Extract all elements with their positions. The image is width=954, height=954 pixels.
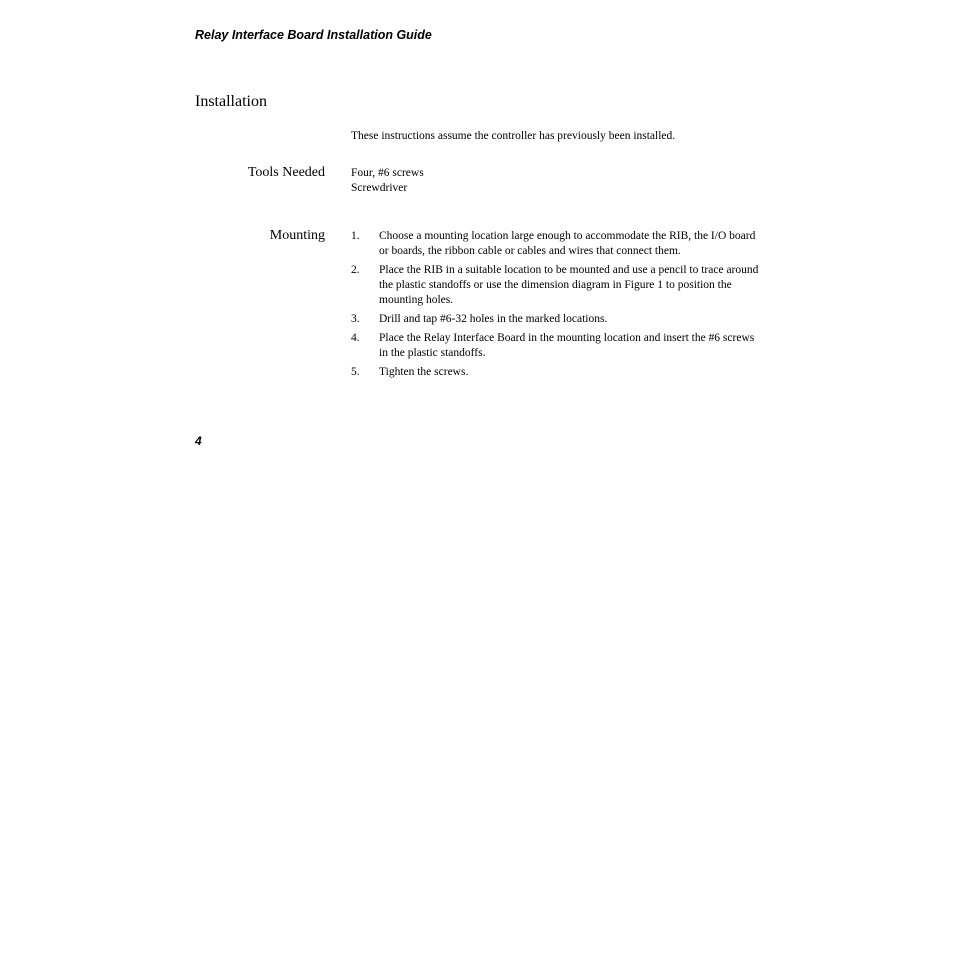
- mounting-step: [351, 365, 761, 380]
- step-number: 3.: [351, 313, 360, 325]
- tool-item: Four, #6 screws: [351, 167, 424, 179]
- step-text: Choose a mounting location large enough to accommodate the RIB, the I/O board or boards, the ribbon cable or cables and wires that connect them.: [379, 230, 756, 257]
- step-text: Place the Relay Interface Board in the mounting location and insert the #6 screws in the plastic standoffs.: [379, 332, 755, 359]
- step-text: Drill and tap #6-32 holes in the marked locations.: [379, 313, 608, 325]
- step-number: 1.: [351, 230, 360, 242]
- intro-paragraph: These instructions assume the controller has previously been installed.: [351, 130, 676, 142]
- section-title: Installation: [195, 93, 267, 110]
- step-text: Place the RIB in a suitable location to be mounted and use a pencil to trace around the plastic standoffs or use the dimension diagram in Figure 1 to position the mounting holes.: [379, 264, 759, 306]
- running-header: Relay Interface Board Installation Guide: [195, 28, 432, 42]
- mounting-step: [351, 229, 761, 259]
- mounting-step: [351, 331, 761, 361]
- step-number: 5.: [351, 366, 360, 378]
- mounting-step: [351, 263, 761, 308]
- mounting-steps-list: [351, 229, 761, 384]
- step-number: 2.: [351, 264, 360, 276]
- step-number: 4.: [351, 332, 360, 344]
- page-number: 4: [195, 434, 202, 448]
- step-text: Tighten the screws.: [379, 366, 469, 378]
- tools-needed-heading: Tools Needed: [247, 165, 325, 180]
- mounting-step: [351, 312, 761, 327]
- tools-list: [351, 166, 424, 195]
- mounting-heading: Mounting: [269, 228, 325, 243]
- tool-item: Screwdriver: [351, 181, 408, 194]
